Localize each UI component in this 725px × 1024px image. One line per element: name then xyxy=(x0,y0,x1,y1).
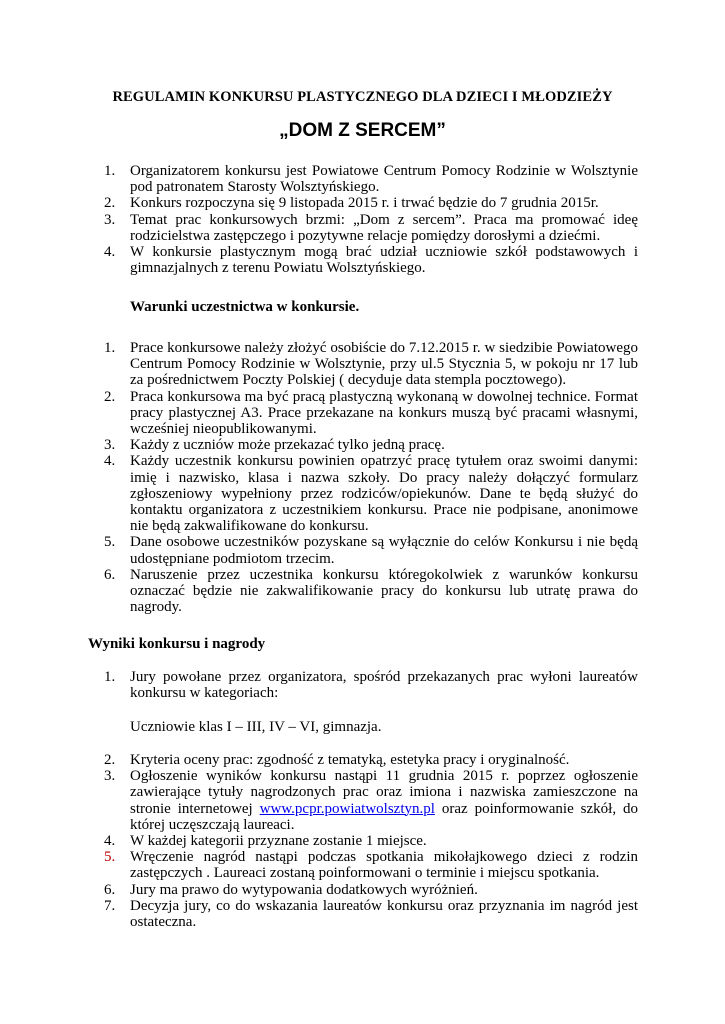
list-item xyxy=(104,882,638,898)
item-text: W każdej kategorii przyznane zostanie 1 miejsce. xyxy=(130,833,427,850)
item-text: W konkursie plastycznym mogą brać udział uczniowie szkół podstawowych i gimnazjalnych z terenu Powiatu Wolsztyńskiego. xyxy=(130,244,638,277)
list-item xyxy=(104,195,638,211)
item-text-before-link: Ogłoszenie wyników konkursu nastąpi 11 grudnia 2015 r. poprzez ogłoszenie zawierające tytuły nagrodzonych prac oraz imiona i nazwiska zamieszczone na stronie internetowej xyxy=(130,768,638,817)
list-item xyxy=(104,534,638,566)
item-number: 3. xyxy=(104,211,116,228)
list-item xyxy=(104,212,638,244)
item-text: Konkurs rozpoczyna się 9 listopada 2015 r. i trwać będzie do 7 grudnia 2015r. xyxy=(130,195,599,212)
item-text: Wręczenie nagród nastąpi podczas spotkania mikołajkowego dzieci z rodzin zastępczych . Laureaci zostaną poinformowani o terminie i miejscu spotkania. xyxy=(130,849,638,882)
item-number: 3. xyxy=(104,437,116,454)
results-heading: Wyniki konkursu i nagrody xyxy=(88,636,266,652)
item-number: 1. xyxy=(104,163,116,179)
item-text-after-link: oraz poinformowanie szkół, do której uczęszczają laureaci. xyxy=(130,800,638,833)
item-text: Naruszenie przez uczestnika konkursu któregokolwiek z warunków konkursu oznaczać będzie nie zakwalifikowanie pracy do konkursu lub utratę prawa do nagrody. xyxy=(130,566,638,616)
list-item xyxy=(104,833,638,849)
item-text: Temat prac konkursowych brzmi: „Dom z sercem”. Praca ma promować ideę rodzicielstwa zastępczego i pozytywne relacje pomiędzy dorosłymi a dziećmi. xyxy=(130,211,638,244)
item-number: 4. xyxy=(104,244,116,261)
list-item xyxy=(104,752,638,768)
list-item xyxy=(104,567,638,616)
item-text: Jury powołane przez organizatora, spośród przekazanych prac wyłoni laureatów konkursu w kategoriach: xyxy=(130,669,638,702)
item-text: Każdy z uczniów może przekazać tylko jedną pracę. xyxy=(130,437,445,454)
item-number: 4. xyxy=(104,833,116,850)
item-text: Każdy uczestnik konkursu powinien opatrzyć pracę tytułem oraz swoimi danymi: imię i nazwisko, klasa i nazwa szkoły. Do pracy należy dołączyć formularz zgłoszeniowy wypełniony przez rodziców/opiekunów. Dane te będą służyć do kontaktu organizatora z uczestnikiem konkursu. Prace nie podpisane, anonimowe nie będą zakwalifikowane do konkursu. xyxy=(130,453,638,535)
list-item xyxy=(104,669,638,701)
general-rules-list xyxy=(104,163,638,276)
item-number: 2. xyxy=(104,388,116,405)
list-item xyxy=(104,437,638,453)
item-number: 1. xyxy=(104,669,116,685)
item-number-red: 5. xyxy=(104,849,116,866)
item-text: Praca konkursowa ma być pracą plastyczną wykonaną w dowolnej technice. Format pracy plastycznej A3. Prace przekazane na konkurs muszą być pracami własnymi, wcześniej nieopublikowanymi. xyxy=(130,388,638,438)
item-text: Jury ma prawo do wytypowania dodatkowych wyróżnień. xyxy=(130,881,478,898)
item-number: 7. xyxy=(104,897,116,914)
item-number: 4. xyxy=(104,453,116,470)
item-number: 3. xyxy=(104,768,116,785)
item-number: 2. xyxy=(104,195,116,212)
conditions-list xyxy=(104,340,638,615)
list-item xyxy=(104,340,638,389)
document-subtitle: „DOM Z SERCEM” xyxy=(279,120,446,141)
item-number: 2. xyxy=(104,752,116,768)
item-number: 5. xyxy=(104,534,116,551)
item-text: Kryteria oceny prac: zgodność z tematyką, estetyka pracy i oryginalność. xyxy=(130,752,570,768)
categories-line: Uczniowie klas I – III, IV – VI, gimnazja. xyxy=(130,719,382,735)
item-text: Dane osobowe uczestników pozyskane są wyłącznie do celów Konkursu i nie będą udostępniane podmiotom trzecim. xyxy=(130,534,638,567)
website-link[interactable]: www.pcpr.powiatwolsztyn.pl xyxy=(259,800,435,817)
list-item xyxy=(104,244,638,276)
item-text: Organizatorem konkursu jest Powiatowe Centrum Pomocy Rodzinie w Wolsztynie pod patronatem Starosty Wolsztyńskiego. xyxy=(130,163,638,196)
list-item xyxy=(104,768,638,833)
item-text: Prace konkursowe należy złożyć osobiście do 7.12.2015 r. w siedzibie Powiatowego Centrum Pomocy Rodzinie w Wolsztynie, przy ul.5 Stycznia 5, w pokoju nr 17 lub za pośrednictwem Poczty Polskiej ( decyduje data stempla pocztowego). xyxy=(130,340,638,389)
item-number: 6. xyxy=(104,566,116,583)
conditions-heading: Warunki uczestnictwa w konkursie. xyxy=(130,299,360,315)
list-item xyxy=(104,163,638,195)
list-item xyxy=(104,389,638,438)
document-title: REGULAMIN KONKURSU PLASTYCZNEGO DLA DZIECI I MŁODZIEŻY xyxy=(112,89,613,105)
item-number: 1. xyxy=(104,340,116,356)
list-item xyxy=(104,453,638,534)
item-number: 6. xyxy=(104,881,116,898)
list-item xyxy=(104,898,638,930)
item-text: Decyzja jury, co do wskazania laureatów konkursu oraz przyznania im nagród jest ostateczna. xyxy=(130,897,638,931)
list-item xyxy=(104,849,638,881)
results-list-continued xyxy=(104,752,638,930)
results-list-start xyxy=(104,669,638,701)
